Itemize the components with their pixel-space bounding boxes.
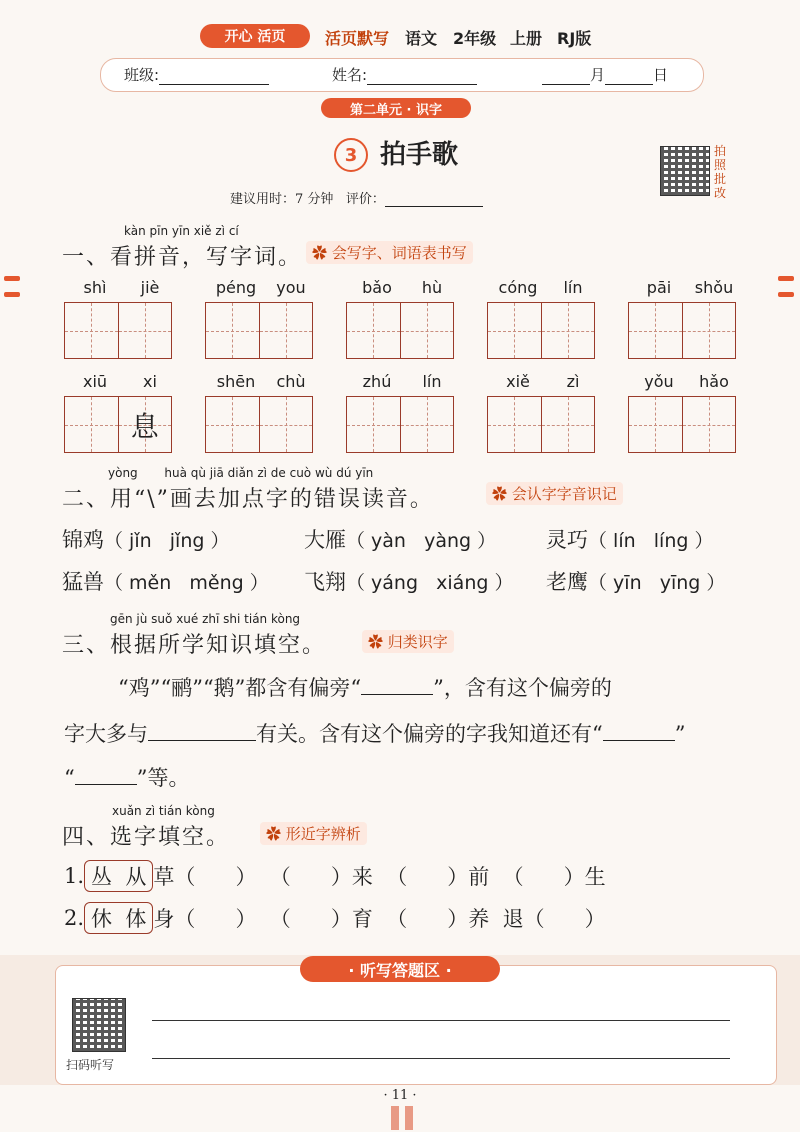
- section3-skill-tag: ✿ 归类识字: [362, 630, 454, 653]
- class-label: 班级:: [124, 66, 160, 84]
- tian-grid-pair: [205, 302, 313, 359]
- cell-character: [260, 303, 313, 358]
- writing-cell[interactable]: [119, 303, 172, 358]
- section1-skill-tag: ✿ 会写字、词语表书写: [306, 241, 473, 264]
- cell-character: [629, 397, 682, 452]
- pinyin-label: péng: [215, 278, 257, 297]
- month-label: 月: [590, 66, 606, 84]
- pinyin-label: xiū: [82, 372, 108, 391]
- section3-skill: 归类识字: [387, 633, 448, 651]
- date-field[interactable]: [542, 64, 668, 85]
- writing-cell[interactable]: [260, 303, 313, 358]
- item-options[interactable]: （ yàn yàng ）: [346, 530, 497, 552]
- fill-text: ”等。: [136, 766, 190, 790]
- writing-cell[interactable]: [206, 303, 260, 358]
- pronunciation-item[interactable]: [304, 524, 496, 554]
- answer-box: [55, 965, 777, 1085]
- cell-character: [347, 303, 400, 358]
- day-blank[interactable]: [605, 68, 653, 85]
- fill-line-3: [64, 762, 190, 792]
- section3-title: 三、根据所学知识填空。: [62, 633, 327, 658]
- writing-cell[interactable]: [401, 303, 454, 358]
- fill-line-2: [64, 718, 685, 748]
- answer-line-1[interactable]: [152, 1020, 730, 1021]
- pinyin-label: xiě: [506, 372, 530, 391]
- section4-pinyin: xuǎn zì tián kòng: [112, 804, 215, 818]
- pinyin-label: chù: [276, 372, 306, 391]
- choice-box: 丛 从: [84, 860, 153, 892]
- writing-cell[interactable]: [542, 303, 595, 358]
- writing-cell[interactable]: [401, 397, 454, 452]
- suggest-line: [230, 188, 483, 207]
- item-word: 大雁: [304, 528, 346, 552]
- answer-line-2[interactable]: [152, 1058, 730, 1059]
- qr-code-icon[interactable]: [660, 146, 710, 196]
- lesson-number: 3: [334, 138, 368, 172]
- tian-grid-pair: [487, 396, 595, 453]
- pinyin-label: shēn: [216, 372, 256, 391]
- pronunciation-item[interactable]: [62, 566, 269, 596]
- choice-question-1: [64, 860, 606, 892]
- fill-text: ”: [674, 722, 686, 746]
- tian-grid-pair: [346, 396, 454, 453]
- cell-character: [206, 397, 259, 452]
- pronunciation-item[interactable]: [304, 566, 513, 596]
- question-text[interactable]: 草（ ） （ ）来 （ ）前 （ ）生: [153, 865, 606, 889]
- tian-grid-pair: [487, 302, 595, 359]
- pinyin-label: hǎo: [699, 372, 729, 391]
- cell-character: [542, 397, 595, 452]
- fill-text: “: [64, 766, 75, 790]
- item-options[interactable]: （ jǐn jǐng ）: [104, 530, 230, 552]
- side-photo-grade-label: 拍照批改: [713, 144, 726, 200]
- subject: 语文: [405, 29, 438, 48]
- fill-text: 有关。含有这个偏旁的字我知道还有“: [256, 722, 603, 746]
- choice-box: 休 体: [84, 902, 153, 934]
- cell-character: [260, 397, 313, 452]
- evaluation-blank[interactable]: [385, 190, 483, 207]
- day-label: 日: [653, 66, 669, 84]
- writing-cell[interactable]: [260, 397, 313, 452]
- pinyin-label: you: [276, 278, 306, 297]
- writing-cell[interactable]: [629, 397, 683, 452]
- cell-character: [119, 303, 172, 358]
- question-text[interactable]: 身（ ） （ ）育 （ ）养 退（ ）: [153, 907, 606, 931]
- question-number: 1.: [64, 864, 85, 888]
- fill-text: “鸡”“鹂”“鹅”都含有偏旁“: [118, 676, 362, 700]
- writing-cell[interactable]: [629, 303, 683, 358]
- section4-title: 四、选字填空。: [62, 825, 231, 850]
- cell-character: [629, 303, 682, 358]
- item-options[interactable]: （ měn měng ）: [104, 572, 269, 594]
- section2-title: 二、用“\”画去加点字的错误读音。: [62, 487, 434, 512]
- cell-character: [65, 397, 118, 452]
- pinyin-label: zhú: [362, 372, 392, 391]
- tian-grid-pair: [628, 302, 736, 359]
- writing-cell[interactable]: [683, 303, 736, 358]
- pronunciation-item[interactable]: [546, 524, 713, 554]
- fill-line-1: [118, 672, 612, 702]
- section1-pinyin: kàn pīn yīn xiě zì cí: [124, 224, 239, 238]
- bookmark-tab: [405, 1106, 413, 1130]
- pinyin-label: zì: [566, 372, 580, 391]
- tian-grid-pair: [628, 396, 736, 453]
- pronunciation-item[interactable]: [546, 566, 725, 596]
- pinyin-label: cóng: [498, 278, 538, 297]
- question-number: 2.: [64, 906, 85, 930]
- writing-cell[interactable]: [347, 397, 401, 452]
- section2-pinyin: yòng huà qù jiā diǎn zì de cuò wù dú yīn: [108, 466, 374, 480]
- page-number: · 11 ·: [383, 1088, 417, 1103]
- radical-blank[interactable]: [361, 694, 433, 695]
- pinyin-label: shǒu: [694, 278, 734, 297]
- tian-grid-pair: [64, 396, 172, 453]
- cell-character: [683, 303, 736, 358]
- side-mark: [778, 276, 794, 281]
- section1-title: 一、看拼音，写字词。: [62, 245, 303, 270]
- example-blank-1[interactable]: [603, 740, 675, 741]
- side-mark: [778, 292, 794, 297]
- grade: 2年级: [453, 29, 497, 48]
- lesson-title: 拍手歌: [380, 140, 459, 170]
- scan-label: 扫码听写: [66, 1058, 115, 1072]
- writing-cell[interactable]: [119, 397, 172, 452]
- evaluation-label: 评价：: [345, 192, 385, 207]
- name-field[interactable]: [332, 64, 477, 85]
- tian-grid-pair: [346, 302, 454, 359]
- writing-cell[interactable]: [488, 397, 542, 452]
- writing-cell[interactable]: [347, 303, 401, 358]
- writing-cell[interactable]: [542, 397, 595, 452]
- pinyin-label: jiè: [140, 278, 160, 297]
- choice-question-2: [64, 902, 606, 934]
- suggest-time: 建议用时：7 分钟: [230, 192, 334, 207]
- item-word: 锦鸡: [62, 528, 104, 552]
- fill-text: 字大多与: [64, 722, 148, 746]
- writing-cell[interactable]: [488, 303, 542, 358]
- cell-character: [401, 303, 454, 358]
- name-label: 姓名:: [332, 66, 368, 84]
- cell-character: [683, 397, 736, 452]
- tian-grid-pair: [64, 302, 172, 359]
- fill-text: ”，含有这个偏旁的: [433, 676, 612, 700]
- section1-skill: 会写字、词语表书写: [331, 244, 467, 262]
- name-blank[interactable]: [367, 68, 477, 85]
- side-mark: [4, 292, 20, 297]
- writing-cell[interactable]: [683, 397, 736, 452]
- example-blank-2[interactable]: [75, 784, 137, 785]
- cell-character: [65, 303, 118, 358]
- brand-logo: 开心 活页: [200, 24, 310, 48]
- class-blank[interactable]: [159, 68, 269, 85]
- pinyin-label: shì: [83, 278, 107, 297]
- cell-character: 息: [130, 409, 159, 443]
- item-options[interactable]: （ yīn yīng ）: [588, 572, 726, 594]
- section4-skill-tag: ✿ 形近字辨析: [260, 822, 367, 845]
- section4-skill: 形近字辨析: [285, 825, 361, 843]
- side-mark: [4, 276, 20, 281]
- item-options[interactable]: （ yáng xiáng ）: [346, 572, 514, 594]
- cell-character: [488, 303, 541, 358]
- tian-grid-pair: [205, 396, 313, 453]
- cell-character: [206, 303, 259, 358]
- section2-skill: 会认字字音识记: [511, 485, 617, 503]
- pinyin-label: lín: [563, 278, 583, 297]
- edition: RJ版: [557, 29, 592, 48]
- cell-character: [542, 303, 595, 358]
- section2-skill-tag: ✿ 会认字字音识记: [486, 482, 623, 505]
- item-word: 猛兽: [62, 570, 104, 594]
- pronunciation-item[interactable]: [62, 524, 229, 554]
- class-field[interactable]: [124, 64, 269, 85]
- writing-cell[interactable]: [206, 397, 260, 452]
- unit-tag: 第二单元 · 识字: [321, 98, 471, 118]
- writing-cell[interactable]: [65, 397, 119, 452]
- cell-character: [401, 397, 454, 452]
- dictation-qr-icon[interactable]: [72, 998, 126, 1052]
- writing-cell[interactable]: [65, 303, 119, 358]
- series-name: 活页默写: [325, 29, 390, 48]
- cell-character: [488, 397, 541, 452]
- section3-pinyin: gēn jù suǒ xué zhī shi tián kòng: [110, 612, 301, 626]
- meaning-blank[interactable]: [148, 740, 256, 741]
- pinyin-label: lín: [422, 372, 442, 391]
- item-options[interactable]: （ lín líng ）: [588, 530, 714, 552]
- month-blank[interactable]: [542, 68, 590, 85]
- pinyin-label: hù: [421, 278, 443, 297]
- pinyin-label: yǒu: [644, 372, 674, 391]
- bookmark-tab: [391, 1106, 399, 1130]
- item-word: 飞翔: [304, 570, 346, 594]
- pinyin-label: pāi: [646, 278, 672, 297]
- volume: 上册: [510, 29, 543, 48]
- pinyin-label: xi: [143, 372, 157, 391]
- pinyin-label: bǎo: [362, 278, 392, 297]
- answer-area-title: · 听写答题区 ·: [300, 956, 500, 982]
- item-word: 灵巧: [546, 528, 588, 552]
- item-word: 老鹰: [546, 570, 588, 594]
- cell-character: [347, 397, 400, 452]
